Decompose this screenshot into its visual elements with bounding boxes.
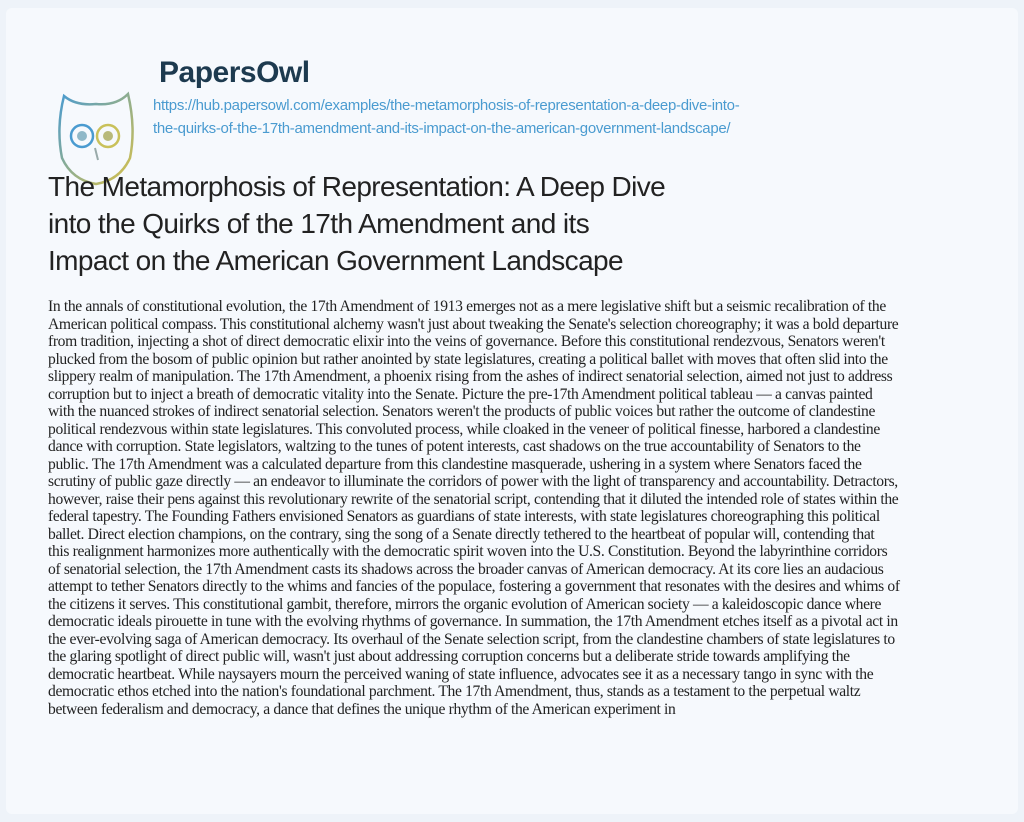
url-line: https://hub.papersowl.com/examples/the-metamorphosis-of-representation-a-deep-dive-into- — [153, 97, 740, 114]
body-line: federal tapestry. The Founding Fathers envisioned Senators as guardians of state interests, with state legislatures choreographing this political — [48, 508, 880, 525]
body-line: democratic heartbeat. While naysayers mourn the perceived waning of state influence, advocates see it as a necessary tango in sync with the — [48, 665, 874, 683]
body-line: between federalism and democracy, a dance that defines the unique rhythm of the American experiment in — [48, 700, 676, 718]
page-title — [48, 168, 665, 279]
body-line: this realignment harmonizes more authentically with the democratic spirit woven into the U.S. Constitution. Beyond the labyrinthine corridors — [48, 543, 888, 560]
body-line: however, raise their pens against this revolutionary rewrite of the senatorial script, contending that it diluted the intended role of states within the — [48, 490, 899, 508]
body-line: attempt to tether Senators directly to the whims and fancies of the populace, fostering a government that resonates with the desires and whims of — [48, 578, 900, 595]
body-line: dance with corruption. State legislators, waltzing to the tunes of potent interests, cast shadows on the true accountability of Senators to the — [48, 438, 861, 455]
essay-body — [48, 298, 900, 718]
body-line: public. The 17th Amendment was a calculated departure from this clandestine masquerade, ushering in a system where Senators faced the — [48, 455, 862, 473]
body-line: from tradition, injecting a shot of direct democratic elixir into the veins of governance. Before this constitutional rendezvous, Senators weren't — [48, 333, 885, 350]
body-line: democratic ideals pirouette in tune with the evolving rhythms of governance. In summation, the 17th Amendment etches itself as a pivotal act in — [48, 613, 898, 630]
body-line: the citizens it serves. This constitutional gambit, therefore, mirrors the organic evolution of American society — a kaleidoscopic dance where — [48, 595, 882, 613]
body-line: In the annals of constitutional evolution, the 17th Amendment of 1913 emerges not as a mere legislative shift but a seismic recalibration of the — [48, 298, 886, 315]
title-line: into the Quirks of the 17th Amendment and its — [48, 208, 590, 239]
body-line: plucked from the bosom of public opinion but rather anointed by state legislatures, creating a political ballet with moves that often slid into the — [48, 350, 888, 368]
url-line: the-quirks-of-the-17th-amendment-and-its-impact-on-the-american-government-landscape/ — [153, 120, 731, 137]
body-line: democratic ethos etched into the nation's foundational parchment. The 17th Amendment, thus, stands as a testament to the perpetual waltz — [48, 683, 861, 700]
body-line: the ever-evolving saga of American democracy. Its overhaul of the Senate selection script, from the clandestine chambers of state legislatures to — [48, 630, 895, 648]
body-line: slippery realm of manipulation. The 17th Amendment, a phoenix rising from the ashes of indirect senatorial selection, aimed not just to address — [48, 368, 893, 385]
body-line: the glaring spotlight of direct public will, wasn't just about addressing corruption concerns but a deliberate stride towards amplifying the — [48, 648, 850, 665]
body-line: scrutiny of public gaze directly — an endeavor to illuminate the corridors of power with the light of transparency and accountability. Detractors, — [48, 473, 898, 490]
title-line: Impact on the American Government Landscape — [48, 245, 623, 276]
body-line: American political compass. This constitutional alchemy wasn't just about tweaking the Senate's selection choreography; it was a bold departure — [48, 315, 899, 333]
body-line: with the nuanced strokes of indirect senatorial selection. Senators weren't the products of public voices but rather the outcome of clandestine — [48, 403, 876, 420]
body-line: corruption but to inject a breath of democratic vitality into the Senate. Picture the pre-17th Amendment political tableau — a canvas painted — [48, 385, 873, 403]
body-line: political rendezvous within state legislatures. This convoluted process, while cloaked in the veneer of political finesse, harbored a clandestine — [48, 420, 880, 438]
body-line: ballet. Direct election champions, on the contrary, sing the song of a Senate directly tethered to the heartbeat of popular will, contending that — [48, 525, 875, 543]
body-line: of senatorial selection, the 17th Amendment casts its shadows across the broader canvas of American democracy. At its core lies an audacious — [48, 560, 884, 578]
title-line: The Metamorphosis of Representation: A Deep Dive — [48, 171, 666, 202]
source-url-link[interactable] — [153, 94, 739, 140]
brand-name: PapersOwl — [159, 56, 310, 89]
